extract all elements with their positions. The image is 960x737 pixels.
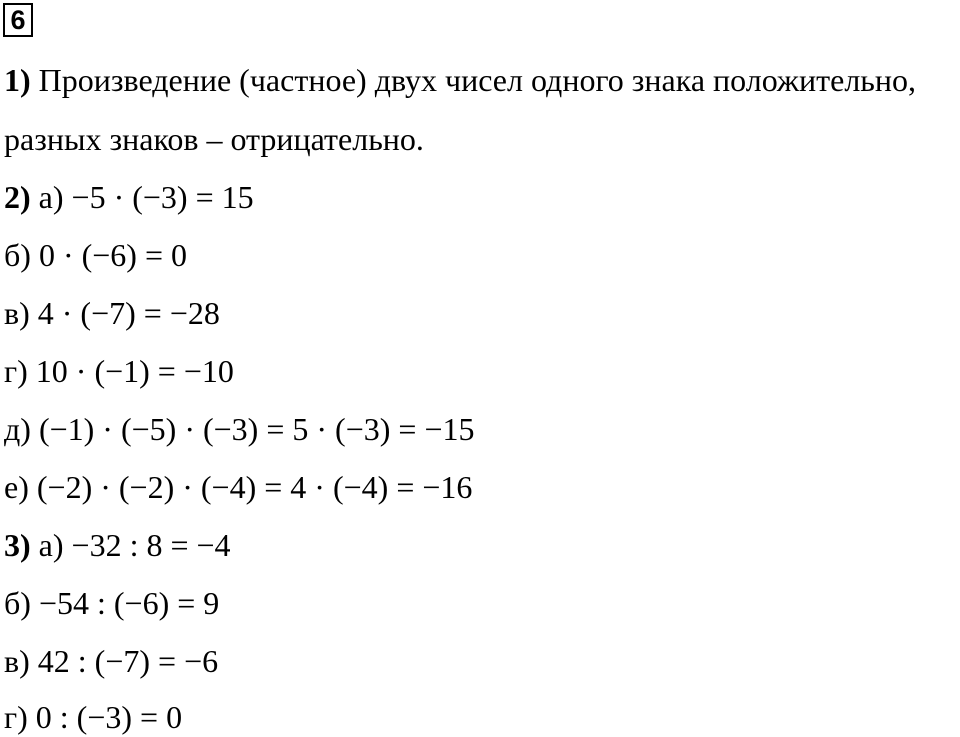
part3-line-a <box>4 525 231 565</box>
part2-item-a: а) −5 · (−3) = 15 <box>38 179 254 215</box>
part2-item-v: в) 4 · (−7) = −28 <box>4 295 220 331</box>
part3-marker: 3) <box>4 527 31 563</box>
part2-item-b: б) 0 · (−6) = 0 <box>4 237 187 273</box>
part3-item-b: б) −54 : (−6) = 9 <box>4 585 220 621</box>
part2-item-e: е) (−2) · (−2) · (−4) = 4 · (−4) = −16 <box>4 469 473 505</box>
part3-item-g: г) 0 : (−3) = 0 <box>4 699 183 735</box>
part1-line1 <box>4 60 916 100</box>
part2-item-g: г) 10 · (−1) = −10 <box>4 353 234 389</box>
part2-marker: 2) <box>4 179 31 215</box>
part3-item-v: в) 42 : (−7) = −6 <box>4 643 219 679</box>
part1-text-line1: Произведение (частное) двух чисел одного знака положительно, <box>38 62 916 98</box>
part1-line2: разных знаков – отрицательно. <box>4 121 424 157</box>
part3-item-a: а) −32 : 8 = −4 <box>38 527 231 563</box>
part1-marker: 1) <box>4 62 31 98</box>
task-number-box: 6 <box>3 3 33 37</box>
part2-line-a <box>4 177 254 217</box>
part2-item-d: д) (−1) · (−5) · (−3) = 5 · (−3) = −15 <box>4 411 475 447</box>
